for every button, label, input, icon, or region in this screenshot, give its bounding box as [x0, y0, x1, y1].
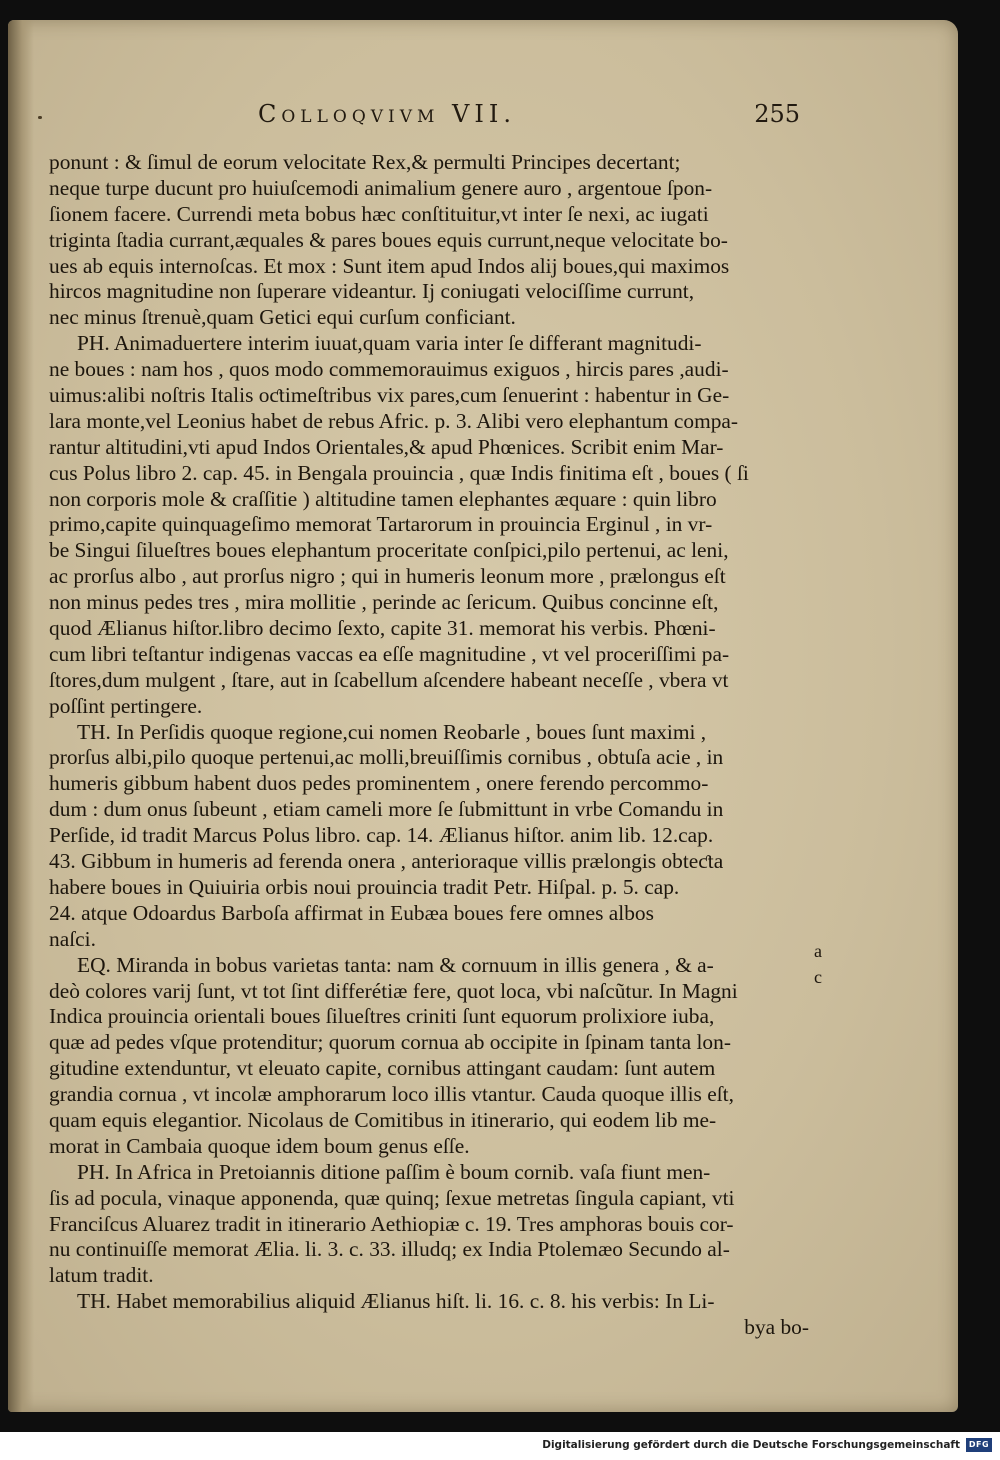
text-line: grandia cornua , vt incolæ amphorarum loco illis vtantur. Cauda quoque illis eſt,: [49, 1082, 734, 1107]
text-line: ac prorſus albo , aut prorſus nigro ; qui in humeris leonum more , prælongus eſt: [49, 564, 726, 589]
text-line: ſis ad pocula, vinaque apponenda, quæ quinq; ſexue metretas ſingula capiant, vti: [49, 1185, 735, 1210]
page-number: 255: [754, 100, 800, 128]
text-line: 43. Gibbum in humeris ad ferenda onera , anterioraque villis prælongis obteƈta: [49, 849, 724, 874]
text-line: ponunt : & ſimul de eorum velocitate Rex,& permulti Principes decertant;: [49, 150, 681, 174]
text-line: Indica prouincia orientali boues ſilueſtres criniti ſunt equorum prolixiore iuba,: [49, 1004, 715, 1029]
text-line: Franciſcus Aluarez tradit in itinerario Aethiopiæ c. 19. Tres amphoras bouis cor-: [49, 1211, 734, 1236]
text-line: humeris gibbum habent duos pedes prominentem , onere ferendo percommo-: [49, 771, 709, 796]
text-line: quod Ælianus hiſtor.libro decimo ſexto, capite 31. memorat his verbis. Phœni-: [49, 616, 716, 641]
text-line: uimus:alibi noſtris Italis oƈtimeſtribus vix pares,cum ſenuerint : habentur in Ge-: [49, 383, 730, 408]
text-line: ne boues : nam hos , quos modo commemorauimus exiguos , hircis pares ,audi-: [49, 357, 729, 382]
text-line: poſſint pertingere.: [49, 693, 203, 718]
text-line: quæ ad pedes vſque protenditur; quorum cornua ab occipite in ſpinam tanta lon-: [49, 1030, 731, 1055]
text-line: be Singui ſilueſtres boues elephantum proceritate conſpici,pilo pertenui, ac leni,: [49, 538, 729, 563]
text-line: nu continuiſſe memorat Ælia. li. 3. c. 33. illudq; ex India Ptolemæo Secundo al-: [49, 1237, 730, 1262]
book-page: [8, 20, 958, 1412]
text-line: primo,capite quinquageſimo memorat Tartarorum in prouincia Erginul , in vr-: [49, 512, 713, 537]
body-text: [49, 150, 809, 1341]
text-line: dum : dum onus ſubeunt , etiam cameli more ſe ſubmittunt in vrbe Comandu in: [49, 797, 724, 822]
text-line: quam equis elegantior. Nicolaus de Comitibus in itinerario, qui eodem lib me-: [49, 1107, 717, 1132]
funding-credit: Digitalisierung gefördert durch die Deutsche Forschungsgemeinschaft: [542, 1439, 960, 1451]
text-line: non minus pedes tres , mira mollitie , perinde ac ſericum. Quibus concinne eſt,: [49, 590, 719, 615]
text-line: Perſide, id tradit Marcus Polus libro. cap. 14. Ælianus hiſtor. anim lib. 12.cap.: [49, 823, 714, 848]
text-line: prorſus albi,pilo quoque pertenui,ac molli,breuiſſimis cornibus , obtuſa acie , in: [49, 745, 724, 770]
text-line: 24. atque Odoardus Barboſa affirmat in Eubæa boues fere omnes albos: [49, 900, 654, 925]
text-line: non corporis mole & craſſitie ) altitudine tamen elephantes æquare : quin libro: [49, 486, 717, 511]
text-line: PH. In Africa in Pretoiannis ditione paſſim è boum cornib. vaſa fiunt men-: [77, 1159, 711, 1184]
text-line: ſtores,dum mulgent , ſtare, aut in ſcabellum aſcendere habeant neceſſe , vbera vt: [49, 667, 729, 692]
text-line: rantur altitudini,vti apud Indos Orientales,& apud Phœnices. Scribit enim Mar-: [49, 434, 724, 459]
text-line: ues ab equis internoſcas. Et mox : Sunt item apud Indos alij boues,qui maximos: [49, 253, 730, 278]
page-gutter: [8, 20, 34, 1412]
text-line: nec minus ſtrenuè,quam Getici equi curſum conficiant.: [49, 305, 516, 330]
text-line: habere boues in Quiuiria orbis noui prouincia tradit Petr. Hiſpal. p. 5. cap.: [49, 874, 680, 899]
text-line: latum tradit.: [49, 1263, 154, 1288]
text-line: EQ. Miranda in bobus varietas tanta: nam & cornuum in illis genera , & a-: [77, 952, 714, 977]
text-line: morat in Cambaia quoque idem boum genus eſſe.: [49, 1133, 470, 1158]
text-line: triginta ſtadia currant,æquales & pares boues equis currunt,neque velocitate bo-: [49, 227, 728, 252]
text-line: neque turpe ducunt pro huiuſcemodi animalium genere auro , argentoue ſpon-: [49, 175, 713, 200]
text-line: naſci.: [49, 926, 96, 951]
dfg-logo: DFG: [966, 1438, 992, 1452]
text-line: cus Polus libro 2. cap. 45. in Bengala prouincia , quæ Indis finitima eſt , boues ( ſi: [49, 460, 749, 485]
text-line: cum libri teſtantur indigenas vaccas ea eſſe magnitudine , vt vel proceriſſimi pa-: [49, 641, 730, 666]
running-header: [8, 100, 958, 140]
text-line: deò colores varij ſunt, vt tot ſint differétiæ fere, quot loca, vbi naſcũtur. In Magni: [49, 978, 738, 1003]
running-title: Colloqvivm VII.: [258, 100, 516, 128]
text-line: hircos magnitudine non ſuperare videantur. Ij coniugati velociſſime currunt,: [49, 279, 695, 304]
catchword: bya bo-: [744, 1315, 809, 1340]
footer-bar: [0, 1432, 1000, 1460]
margin-note: a c: [814, 941, 822, 987]
text-line: TH. Habet memorabilius aliquid Ælianus hiſt. li. 16. c. 8. his verbis: In Li-: [77, 1289, 715, 1314]
text-line: PH. Animaduertere interim iuuat,quam varia inter ſe differant magnitudi-: [77, 331, 702, 356]
text-line: TH. In Perſidis quoque regione,cui nomen Reobarle , boues ſunt maximi ,: [77, 719, 707, 744]
text-line: gitudine extenduntur, vt eleuato capite, cornibus attingant caudam: ſunt autem: [49, 1056, 716, 1081]
text-line: ſionem facere. Currendi meta bobus hæc conſtituitur,vt inter ſe nexi, ac iugati: [49, 201, 709, 226]
text-line: lara monte,vel Leonius habet de rebus Afric. p. 3. Alibi vero elephantum compa-: [49, 408, 739, 433]
